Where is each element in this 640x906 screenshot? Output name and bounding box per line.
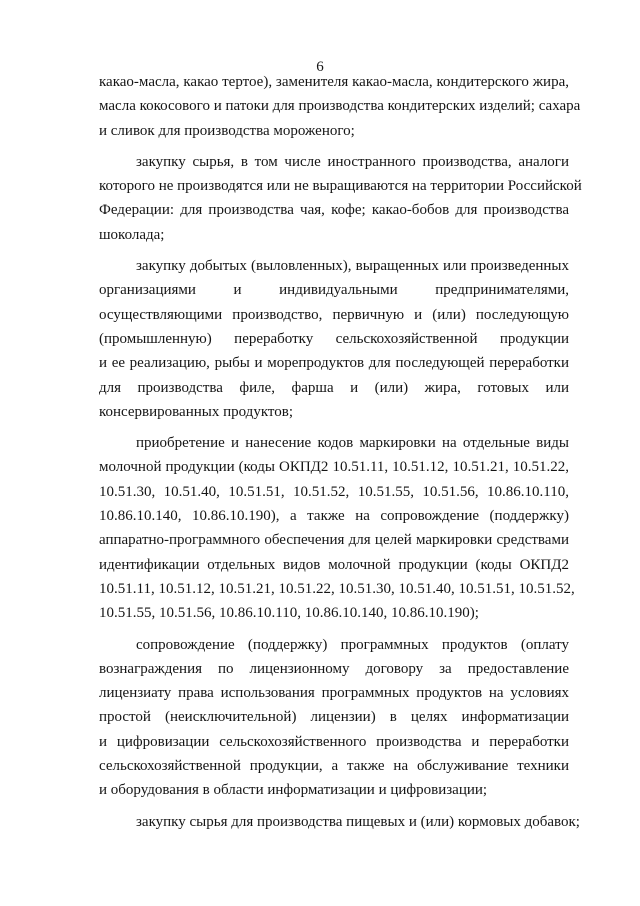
paragraph (99, 431, 575, 625)
paragraph-line: лицензиату права использования программных продуктов на условиях (99, 685, 569, 702)
paragraph (99, 633, 569, 803)
paragraph-line: Федерации: для производства чая, кофе; какао-бобов для производства (99, 202, 569, 219)
paragraph-line: 10.51.30, 10.51.40, 10.51.51, 10.51.52, 10.51.55, 10.51.56, 10.86.10.110, (99, 483, 569, 500)
paragraph-line: простой (неисключительной) лицензии) в целях информатизации (99, 709, 569, 726)
paragraph-line: (промышленную) переработку сельскохозяйственной продукции (99, 330, 569, 347)
paragraph (99, 810, 580, 834)
paragraph-line: закупку сырья для производства пищевых и (или) кормовых добавок; (136, 813, 580, 830)
paragraph-line: аппаратно-программного обеспечения для целей маркировки средствами (99, 532, 569, 549)
paragraph-line: масла кокосового и патоки для производства кондитерских изделий; сахара (99, 98, 581, 115)
paragraph-line: сельскохозяйственной продукции, а также на обслуживание техники (99, 758, 569, 775)
paragraph-line: какао-масла, какао тертое), заменителя какао-масла, кондитерского жира, (99, 74, 569, 90)
paragraph-line: для производства филе, фарша и (или) жира, готовых или (99, 379, 569, 396)
paragraph-line: идентификации отдельных видов молочной продукции (коды ОКПД2 (99, 556, 569, 573)
paragraph-line: организациями и индивидуальными предпринимателями, (99, 282, 569, 299)
paragraph (99, 70, 581, 143)
paragraph-line: молочной продукции (коды ОКПД2 10.51.11, 10.51.12, 10.51.21, 10.51.22, (99, 459, 569, 476)
paragraph-line: консервированных продуктов; (99, 403, 294, 420)
page-number: 6 (316, 59, 324, 75)
paragraph (99, 150, 582, 247)
paragraph-line: закупку сырья, в том числе иностранного производства, аналоги (136, 153, 569, 170)
paragraph-line: осуществляющими производство, первичную и (или) последующую (99, 306, 569, 323)
document-body (99, 70, 582, 841)
paragraph-line: 10.51.11, 10.51.12, 10.51.21, 10.51.22, 10.51.30, 10.51.40, 10.51.51, 10.51.52, (99, 580, 575, 597)
paragraph-line: которого не производятся или не выращиваются на территории Российской (99, 178, 582, 195)
paragraph-line: и сливок для производства мороженого; (99, 122, 355, 139)
paragraph-line: закупку добытых (выловленных), выращенных или произведенных (136, 258, 569, 275)
paragraph-line: и ее реализацию, рыбы и морепродуктов для последующей переработки (99, 355, 569, 372)
paragraph (99, 254, 569, 424)
paragraph-line: 10.51.55, 10.51.56, 10.86.10.110, 10.86.10.140, 10.86.10.190); (99, 605, 479, 622)
paragraph-line: и оборудования в области информатизации и цифровизации; (99, 782, 488, 799)
paragraph-line: сопровождение (поддержку) программных продуктов (оплату (136, 636, 569, 653)
paragraph-line: приобретение и нанесение кодов маркировки на отдельные виды (136, 435, 569, 452)
paragraph-line: шоколада; (99, 226, 165, 243)
paragraph-line: и цифровизации сельскохозяйственного производства и переработки (99, 733, 569, 750)
paragraph-line: вознаграждения по лицензионному договору за предоставление (99, 660, 569, 677)
paragraph-line: 10.86.10.140, 10.86.10.190), а также на сопровождение (поддержку) (99, 508, 569, 525)
